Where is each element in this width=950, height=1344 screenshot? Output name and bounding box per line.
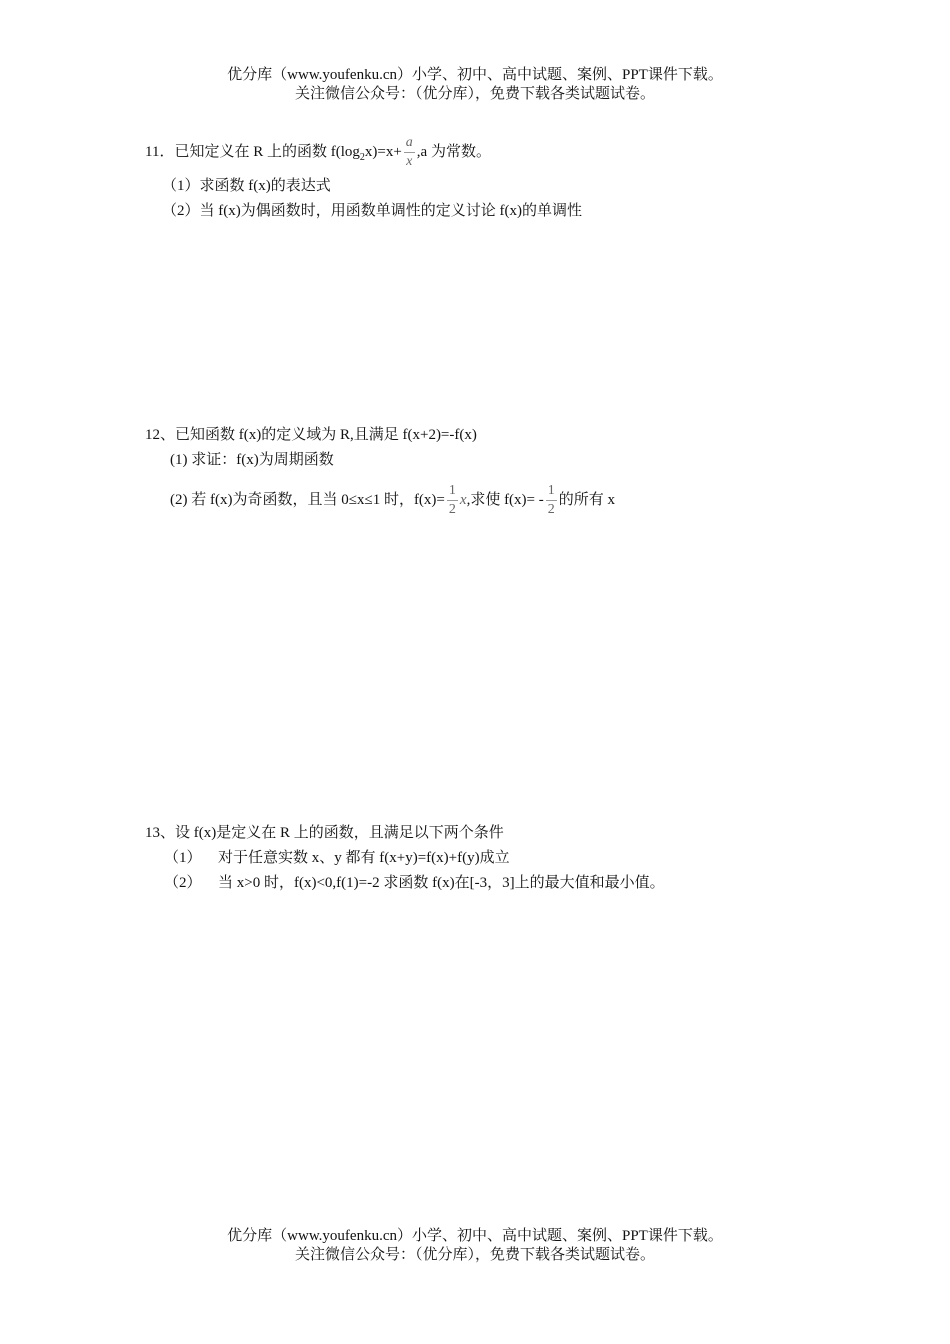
question-12-part-1: (1) 求证：f(x)为周期函数 — [170, 452, 334, 468]
q12-fraction-half-numerator: 1 — [448, 483, 456, 498]
question-13-part-2-label: （2） — [164, 875, 202, 891]
question-13-part-1-label: （1） — [164, 850, 202, 866]
q11-stem-part-a: 11．已知定义在 R 上的函数 f(log — [145, 143, 360, 160]
q11-stem-part-b: x)=x+ — [364, 143, 402, 160]
footer-line-1: 优分库（www.youfenku.cn）小学、初中、高中试题、案例、PPT课件下载。 — [227, 1228, 723, 1244]
question-12-part-2 — [170, 484, 615, 517]
q11-stem-part-c: ,a 为常数。 — [416, 143, 491, 160]
question-13-stem: 13、设 f(x)是定义在 R 上的函数，且满足以下两个条件 — [145, 825, 504, 841]
q12-part-2-text-b: ,求使 f(x)= - — [466, 491, 544, 508]
q12-fraction-half — [447, 484, 458, 517]
question-11-stem — [145, 136, 491, 169]
q12-part-2-text-a: (2) 若 f(x)为奇函数，且当 0≤x≤1 时，f(x)= — [170, 491, 445, 508]
q12-part-2-text-c: 的所有 x — [558, 491, 616, 508]
page-header — [0, 66, 950, 104]
q11-fraction-numerator: a — [405, 135, 413, 150]
question-13-part-2-text: 当 x>0 时，f(x)<0,f(1)=-2 求函数 f(x)在[-3，3]上的最大值和最小值。 — [218, 875, 665, 891]
q11-fraction-denominator: x — [406, 154, 413, 169]
q12-fraction-neg-half-numerator: 1 — [547, 483, 555, 498]
header-line-1: 优分库（www.youfenku.cn）小学、初中、高中试题、案例、PPT课件下载。 — [227, 67, 723, 83]
q12-fraction-half-denominator: 2 — [448, 502, 456, 517]
q12-fraction-neg-half-denominator: 2 — [547, 502, 555, 517]
q11-fraction — [404, 136, 415, 169]
question-11-part-1: （1）求函数 f(x)的表达式 — [162, 178, 331, 194]
header-line-2: 关注微信公众号：（优分库），免费下载各类试题试卷。 — [294, 86, 655, 102]
q11-log-base: 2 — [359, 151, 365, 163]
footer-line-2: 关注微信公众号：（优分库），免费下载各类试题试卷。 — [294, 1247, 655, 1263]
q12-fraction-neg-half — [546, 484, 557, 517]
question-13-part-1-text: 对于任意实数 x、y 都有 f(x+y)=f(x)+f(y)成立 — [218, 850, 510, 866]
q12-variable-x: x — [459, 491, 467, 508]
page-footer — [0, 1227, 950, 1265]
question-12-stem: 12、已知函数 f(x)的定义域为 R,且满足 f(x+2)=-f(x) — [145, 427, 477, 443]
question-11-part-2: （2）当 f(x)为偶函数时，用函数单调性的定义讨论 f(x)的单调性 — [162, 203, 582, 219]
